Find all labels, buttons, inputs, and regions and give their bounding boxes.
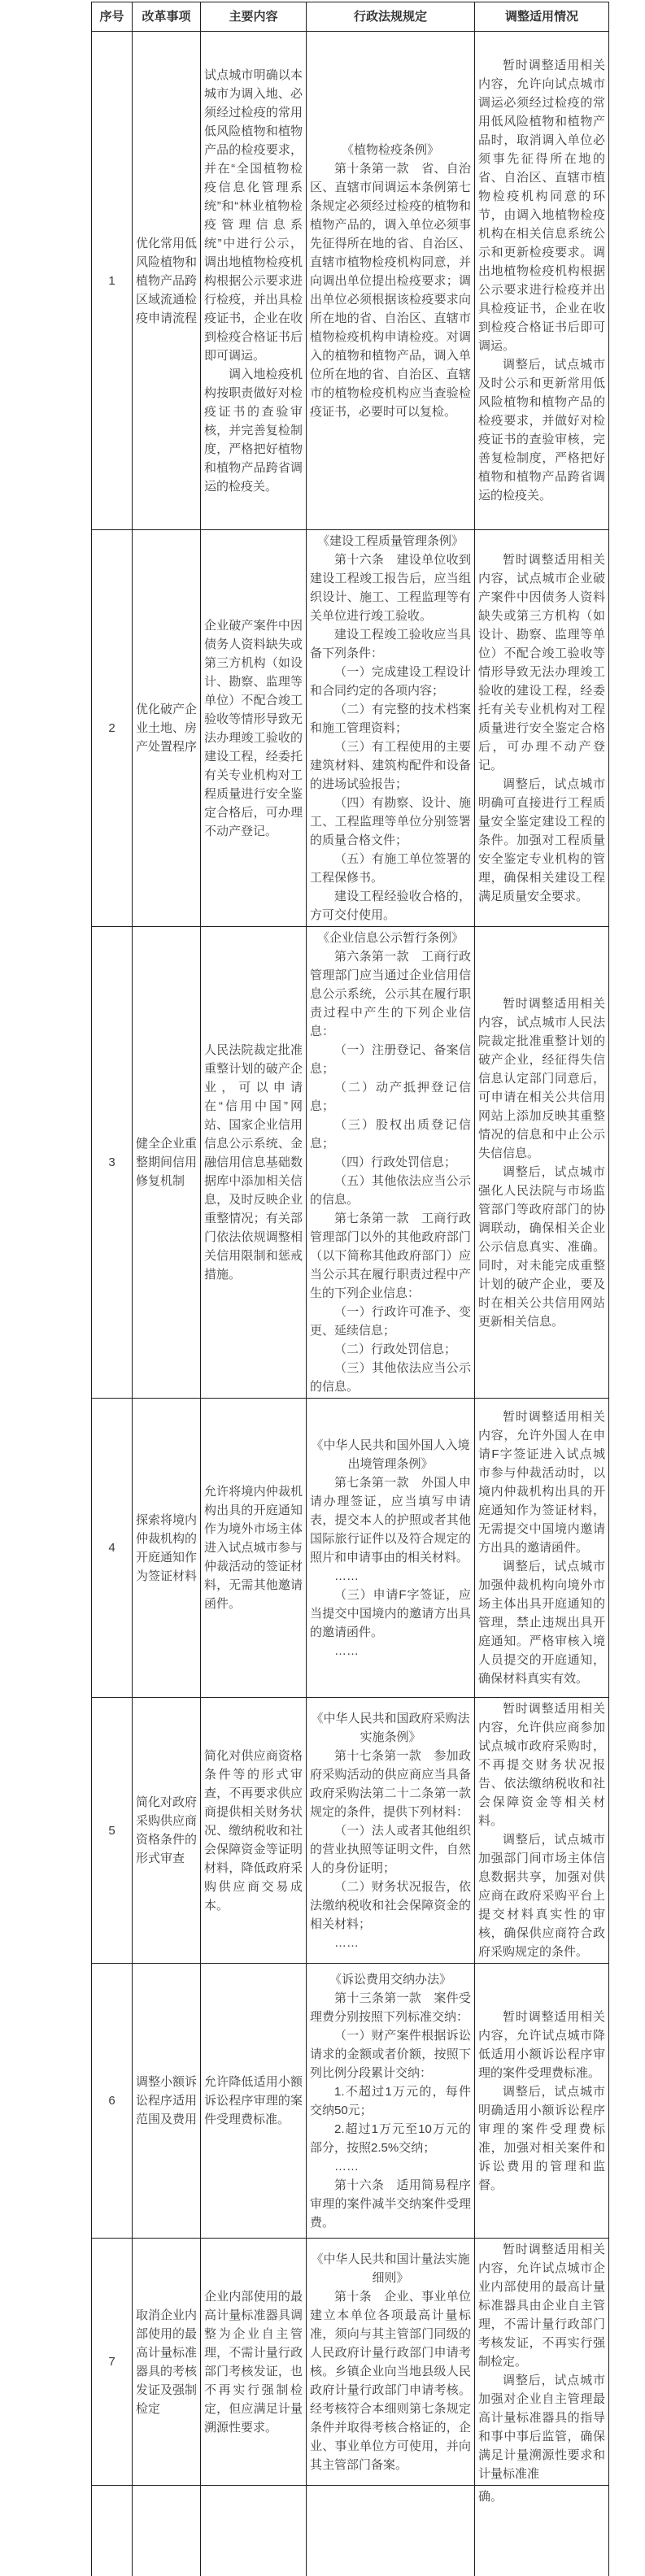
cell-no (92, 2486, 133, 2576)
cell-no: 2 (92, 530, 133, 927)
paragraph: …… (334, 1643, 359, 1658)
paragraph: 第七条第一款 工商行政管理部门以外的其他政府部门（以下简称其他政府部门）应当公示其在履行职责过程中产生的下列企业信息： (310, 1212, 471, 1300)
paragraph: 调整后，试点城市明确适用小额诉讼程序审理的案件受理费标准，加强对相关案件和诉讼费用的管理和监督。 (478, 2084, 605, 2192)
cell-main-content (201, 530, 307, 927)
paragraph: （三）其他依法应当公示的信息。 (310, 1361, 471, 1394)
paragraph: 《中华人民共和国外国人入境出境管理条例》 (311, 1438, 470, 1471)
paragraph: 《诉讼费用交纳办法》 (329, 1972, 451, 1986)
header-cell-adjustment: 调整适用情况 (475, 2, 609, 32)
paragraph: 第十条 企业、事业单位建立本单位各项最高计量标准，须向与其主管部门同级的人民政府计量行政部门申请考核。乡镇企业向当地县级人民政府计量行政部门申请考核。经考核符合本细则第七条规定条件并取得考核合格证的，企业、事业单位方可使用，并向其主管部门备案。 (310, 2289, 471, 2472)
paragraph: （三）申请F字签证，应当提交中国境内的邀请方出具的邀请函件。 (310, 1587, 471, 1639)
paragraph: （三）股权出质登记信息； (310, 1118, 471, 1151)
cell-main-content (201, 1399, 307, 1698)
cell-main-content (201, 927, 307, 1399)
cell-regulation (307, 530, 475, 927)
paragraph: 人民法院裁定批准重整计划的破产企业，可以申请在“信用中国”网站、国家企业信用信息公示系统、金融信用信息基础数据库中添加相关信息，及时反映企业重整情况；有关部门依法依规调整相关信用限制和惩戒措施。 (204, 1043, 303, 1281)
cell-no: 4 (92, 1399, 133, 1698)
paragraph: 暂时调整适用相关内容，允许外国人在申请F字签证进入试点城市参与仲裁活动时，以境内仲裁机构出具的开庭通知作为签证材料，无需提交中国境内邀请方出具的邀请函件。 (478, 1410, 605, 1555)
cell-adjustment (475, 32, 609, 530)
paragraph: 《中华人民共和国计量法实施细则》 (311, 2252, 470, 2285)
paragraph: 调入地检疫机构按职责做好对检疫证书的查验审核，并完善复检制度，严格把好植物和植物产品跨省调运的检疫关。 (204, 367, 303, 494)
paragraph: 企业内部使用的最高计量标准器具调整为企业自主管理，不需计量行政部门考核发证，也不再实行强制检定，但应满足计量溯源性要求。 (204, 2289, 303, 2435)
paragraph: 第六条第一款 工商行政管理部门应当通过企业信用信息公示系统，公示其在履行职责过程中产生的下列企业信息： (310, 950, 471, 1038)
paragraph: 调整后，试点城市明确可直接进行工程质量安全鉴定建设工程的条件。加强对工程质量安全鉴定专业机构的管理，确保相关建设工程满足质量安全要求。 (478, 777, 605, 903)
paragraph: （二）财务状况报告，依法缴纳税收和社会保障资金的相关材料； (310, 1879, 471, 1931)
paragraph: 调整后，试点城市强化人民法院与市场监管部门等政府部门的协调联动，确保相关企业公示信息真实、准确。同时，对未能完成重整计划的破产企业，要及时在相关公共信用网站更新相关信息。 (478, 1164, 605, 1329)
cell-main-content (201, 1698, 307, 1964)
table-body (92, 32, 609, 2576)
header-cell-reform-item: 改革事项 (133, 2, 201, 32)
paragraph: …… (334, 2159, 359, 2174)
cell-no: 6 (92, 1964, 133, 2239)
paragraph: …… (334, 1935, 359, 1950)
cell-regulation (307, 927, 475, 1399)
cell-reform-item: 优化破产企业土地、房产处置程序 (133, 530, 201, 927)
cell-adjustment (475, 2239, 609, 2486)
cell-regulation (307, 1399, 475, 1698)
table-row (92, 2239, 609, 2486)
cell-main-content (201, 2486, 307, 2576)
paragraph: 建设工程竣工验收应当具备下列条件： (310, 628, 471, 660)
cell-regulation (307, 1964, 475, 2239)
cell-reform-item: 取消企业内部使用的最高计量标准器具的考核发证及强制检定 (133, 2239, 201, 2486)
paragraph: 允许将境内仲裁机构出具的开庭通知作为境外市场主体进入试点城市参与仲裁活动的签证材料，无需其他邀请函件。 (204, 1485, 303, 1611)
paragraph: 确。 (478, 2490, 503, 2504)
cell-no: 7 (92, 2239, 133, 2486)
cell-regulation (307, 1698, 475, 1964)
paragraph: 第十条第一款 省、自治区、直辖市间调运本条例第七条规定必须经过检疫的植物和植物产品的，调入单位必须事先征得所在地的省、自治区、直辖市植物检疫机构同意，并向调出单位提出检疫要求；调出单位必须根据该检疫要求向所在地的省、自治区、直辖市植物检疫机构申请检疫。对调入的植物和植物产品，调入单位所在地的省、自治区、直辖市的植物检疫机构应当查验检疫证书，必要时可以复检。 (310, 161, 471, 419)
paragraph: 第十三条第一款 案件受理费分别按照下列标准交纳： (310, 1991, 471, 2024)
paragraph: （一）法人或者其他组织的营业执照等证明文件，自然人的身份证明； (310, 1823, 471, 1875)
paragraph: （二）行政处罚信息； (334, 1342, 457, 1356)
paragraph: 建设工程经验收合格的，方可交付使用。 (310, 890, 471, 922)
paragraph: 《建设工程质量管理条例》 (316, 534, 464, 548)
cell-adjustment (475, 1399, 609, 1698)
paragraph: （四）有勘察、设计、施工、工程监理等单位分别签署的质量合格文件； (310, 796, 471, 847)
cell-reform-item: 简化对政府采购供应商资格条件的形式审查 (133, 1698, 201, 1964)
cell-regulation (307, 32, 475, 530)
cell-adjustment (475, 530, 609, 927)
paragraph: （一）财产案件根据诉讼请求的金额或者价额，按照下列比例分段累计交纳： (310, 2028, 471, 2080)
paragraph: （一）完成建设工程设计和合同约定的各项内容； (310, 665, 471, 698)
paragraph: 暂时调整适用相关内容，允许试点城市企业内部使用的最高计量标准器具由企业自主管理，不需计量行政部门考核发证，不再实行强制检定。 (478, 2243, 605, 2369)
paragraph: 试点城市明确以本城市为调入地、必须经过检疫的常用低风险植物和植物产品的检疫要求，并在“全国植物检疫信息化管理系统”和“林业植物检疫管理信息系统”中进行公示，调出地植物检疫机构根据公示要求进行检疫，并出具检疫证书，企业在收到检疫合格证书后即可调运。 (204, 67, 303, 363)
paragraph: （一）行政许可准予、变更、延续信息； (310, 1305, 471, 1338)
paragraph: 暂时调整适用相关内容，允许试点城市降低适用小额诉讼程序审理的案件受理费标准。 (478, 2009, 605, 2080)
table-row (92, 530, 609, 927)
paragraph: 调整后，试点城市及时公示和更新常用低风险植物和植物产品的检疫要求，并做好对检疫证书的查验审核，完善复检制度，严格把好植物和植物产品跨省调运的检疫关。 (478, 358, 605, 503)
paragraph: 简化对供应商资格条件等的形式审查，不再要求供应商提供相关财务状况、缴纳税收和社会保障资金等证明材料，降低政府采购供应商交易成本。 (204, 1748, 303, 1912)
paragraph: （二）动产抵押登记信息； (310, 1081, 471, 1113)
paragraph: （二）有完整的技术档案和施工管理资料； (310, 703, 471, 735)
paragraph: 允许降低适用小额诉讼程序审理的案件受理费标准。 (204, 2075, 303, 2126)
paragraph: （三）有工程使用的主要建筑材料、建筑构配件和设备的进场试验报告； (310, 740, 471, 791)
table-row (92, 2486, 609, 2576)
header-cell-no: 序号 (92, 2, 133, 32)
cell-no: 1 (92, 32, 133, 530)
table-row (92, 1399, 609, 1698)
paragraph: 暂时调整适用相关内容，试点城市企业破产案件中因债务人资料缺失或第三方机构（如设计、勘察、监理等单位）不配合竣工验收等情形导致无法办理竣工验收的建设工程，经委托有关专业机构对工程质量进行安全鉴定合格后，可办理不动产登记。 (478, 553, 605, 772)
paragraph: （四）行政处罚信息； (334, 1155, 457, 1169)
paragraph: 暂时调整适用相关内容，试点城市人民法院裁定批准重整计划的破产企业，经征得失信信息认定部门同意后，可申请在相关公共信用网站上添加反映其重整情况的信息和中止公示失信信息。 (478, 996, 605, 1160)
paragraph: …… (334, 1569, 359, 1583)
paragraph: 调整后，试点城市加强仲裁机构向境外市场主体出具开庭通知的管理，禁止违规出具开庭通知。严格审核入境人员提交的开庭通知，确保材料真实有效。 (478, 1560, 605, 1686)
cell-adjustment (475, 927, 609, 1399)
cell-regulation (307, 2239, 475, 2486)
header-cell-main-content: 主要内容 (201, 2, 307, 32)
paragraph: 《企业信息公示暂行条例》 (316, 931, 464, 945)
paragraph: 调整后，试点城市加强部门间市场主体信息数据共享，加强对供应商在政府采购平台上提交材料真实性的审核，确保供应商符合政府采购规定的条件。 (478, 1833, 605, 1959)
cell-regulation (307, 2486, 475, 2576)
cell-reform-item: 探索将境内仲裁机构的开庭通知作为签证材料 (133, 1399, 201, 1698)
paragraph: 《中华人民共和国政府采购法实施条例》 (311, 1711, 470, 1744)
cell-reform-item: 调整小额诉讼程序适用范围及费用 (133, 1964, 201, 2239)
paragraph: 第十六条 建设单位收到建设工程竣工报告后，应当组织设计、施工、工程监理等有关单位进行竣工验收。 (310, 553, 471, 623)
paragraph: （五）其他依法应当公示的信息。 (310, 1174, 471, 1207)
paragraph: 《植物检疫条例》 (341, 142, 439, 157)
paragraph: 2.超过1万元至10万元的部分，按照2.5%交纳； (310, 2121, 471, 2155)
cell-reform-item: 健全企业重整期间信用修复机制 (133, 927, 201, 1399)
cell-reform-item (133, 2486, 201, 2576)
paragraph: 调整后，试点城市加强对企业自主管理最高计量标准器具的指导和事中事后监管，确保满足计量溯源性要求和计量标准准 (478, 2374, 605, 2481)
table-row (92, 927, 609, 1399)
header-row (92, 2, 609, 32)
cell-no: 3 (92, 927, 133, 1399)
paragraph: 暂时调整适用相关内容，允许向试点城市调运必须经过检疫的常用低风险植物和植物产品时，取消调入单位必须事先征得所在地的省、自治区、直辖市植物检疫机构同意的环节，由调入地植物检疫机构在相关信息系统公示和更新检疫要求。调出地植物检疫机构根据公示要求进行检疫并出具检疫证书，企业在收到检疫合格证书后即可调运。 (478, 59, 605, 353)
paragraph: 第十六条 适用简易程序审理的案件减半交纳案件受理费。 (310, 2178, 471, 2230)
regulations-adjustment-table (91, 2, 609, 2576)
paragraph: 暂时调整适用相关内容，允许供应商参加试点城市政府采购时，不再提交财务状况报告、依法缴纳税收和社会保障资金等相关材料。 (478, 1702, 605, 1828)
cell-no: 5 (92, 1698, 133, 1964)
cell-main-content (201, 1964, 307, 2239)
paragraph: （五）有施工单位签署的工程保修书。 (310, 852, 471, 885)
table-row (92, 32, 609, 530)
cell-main-content (201, 2239, 307, 2486)
cell-adjustment (475, 1964, 609, 2239)
paragraph: 1.不超过1万元的，每件交纳50元； (310, 2084, 471, 2117)
cell-reform-item: 优化常用低风险植物和植物产品跨区域流通检疫申请流程 (133, 32, 201, 530)
cell-adjustment (475, 1698, 609, 1964)
cell-adjustment (475, 2486, 609, 2576)
table-header (92, 2, 609, 32)
cell-main-content (201, 32, 307, 530)
paragraph: 第十七条第一款 参加政府采购活动的供应商应当具备政府采购法第二十二条第一款规定的条件，提供下列材料： (310, 1748, 471, 1819)
paragraph: （一）注册登记、备案信息； (310, 1043, 471, 1076)
table-row (92, 1698, 609, 1964)
paragraph: 企业破产案件中因债务人资料缺失或第三方机构（如设计、勘察、监理等单位）不配合竣工验收等情形导致无法办理竣工验收的建设工程，经委托有关专业机构对工程质量进行安全鉴定合格后，可办理不动产登记。 (204, 618, 303, 838)
header-cell-regulation: 行政法规规定 (307, 2, 475, 32)
paragraph: 第七条第一款 外国人申请办理签证，应当填写申请表，提交本人的护照或者其他国际旅行证件以及符合规定的照片和申请事由的相关材料。 (310, 1475, 471, 1564)
table-row (92, 1964, 609, 2239)
